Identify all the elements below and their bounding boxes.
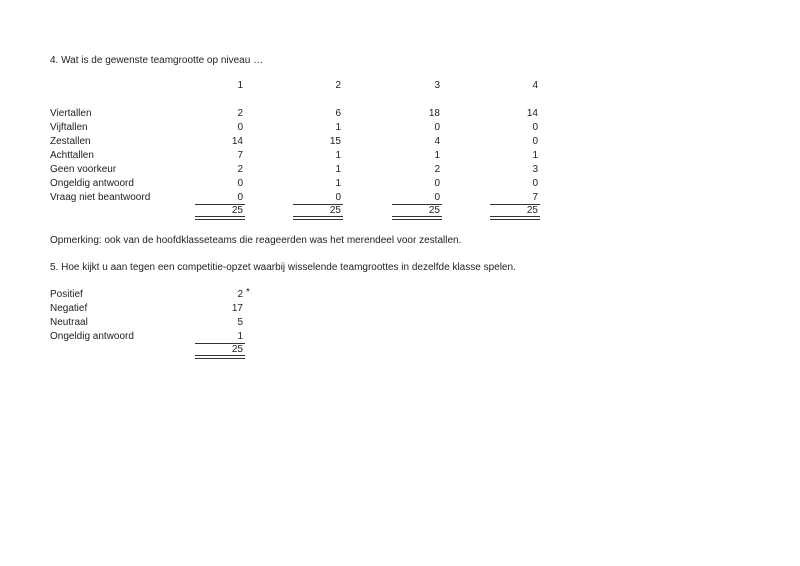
q4-cell: 0 <box>532 178 538 189</box>
q4-row-label: Vijftallen <box>50 122 88 133</box>
q4-cell: 2 <box>434 164 440 175</box>
q5-total: 25 <box>231 344 243 355</box>
q4-row-label: Vraag niet beantwoord <box>50 192 151 203</box>
q4-cell: 7 <box>532 192 538 203</box>
q4-cell: 1 <box>335 164 341 175</box>
q4-cell: 1 <box>434 150 440 161</box>
question-4-title: 4. Wat is de gewenste teamgrootte op niveau … <box>50 55 264 66</box>
q5-row-label: Neutraal <box>50 317 88 328</box>
q4-row-label: Geen voorkeur <box>50 164 117 175</box>
q4-row-label: Viertallen <box>50 108 92 119</box>
remark-text: Opmerking: ook van de hoofdklasseteams die reageerden was het merendeel voor zestallen. <box>50 235 462 246</box>
total-double-rule <box>293 216 343 220</box>
total-double-rule <box>490 216 540 220</box>
q4-cell: 4 <box>434 136 440 147</box>
q4-cell: 18 <box>428 108 440 119</box>
total-double-rule <box>195 355 245 359</box>
q5-row-label: Ongeldig antwoord <box>50 331 134 342</box>
total-double-rule <box>195 216 245 220</box>
q5-cell: 5 <box>237 317 243 328</box>
q4-total: 25 <box>329 205 341 216</box>
q4-cell: 1 <box>335 150 341 161</box>
q4-cell: 0 <box>434 178 440 189</box>
q4-cell: 14 <box>526 108 538 119</box>
q5-cell: 17 <box>231 303 243 314</box>
q5-cell: 1 <box>237 331 243 342</box>
q4-col-header-3: 3 <box>434 80 440 91</box>
q4-cell: 0 <box>335 192 341 203</box>
q4-total: 25 <box>526 205 538 216</box>
q4-cell: 0 <box>237 122 243 133</box>
q4-total: 25 <box>428 205 440 216</box>
q4-cell: 7 <box>237 150 243 161</box>
q4-cell: 1 <box>532 150 538 161</box>
total-double-rule <box>392 216 442 220</box>
q4-row-label: Achttallen <box>50 150 94 161</box>
q4-cell: 6 <box>335 108 341 119</box>
q4-cell: 14 <box>231 136 243 147</box>
q4-cell: 2 <box>237 108 243 119</box>
question-5-title: 5. Hoe kijkt u aan tegen een competitie-opzet waarbij wisselende teamgroottes in dezelfde klasse spelen. <box>50 262 516 273</box>
q5-row-label: Positief <box>50 289 83 300</box>
footnote-asterisk: * <box>246 287 250 298</box>
q4-cell: 0 <box>237 178 243 189</box>
q4-cell: 15 <box>329 136 341 147</box>
q4-col-header-4: 4 <box>532 80 538 91</box>
q4-col-header-1: 1 <box>237 80 243 91</box>
q5-row-label: Negatief <box>50 303 88 314</box>
q4-cell: 3 <box>532 164 538 175</box>
q4-row-label: Ongeldig antwoord <box>50 178 134 189</box>
q4-row-label: Zestallen <box>50 136 91 147</box>
q4-col-header-2: 2 <box>335 80 341 91</box>
q4-cell: 0 <box>532 136 538 147</box>
q4-cell: 0 <box>532 122 538 133</box>
q4-cell: 1 <box>335 122 341 133</box>
q4-total: 25 <box>231 205 243 216</box>
q5-cell: 2 <box>237 289 243 300</box>
q4-cell: 0 <box>434 192 440 203</box>
q4-cell: 1 <box>335 178 341 189</box>
q4-cell: 2 <box>237 164 243 175</box>
q4-cell: 0 <box>237 192 243 203</box>
q4-cell: 0 <box>434 122 440 133</box>
